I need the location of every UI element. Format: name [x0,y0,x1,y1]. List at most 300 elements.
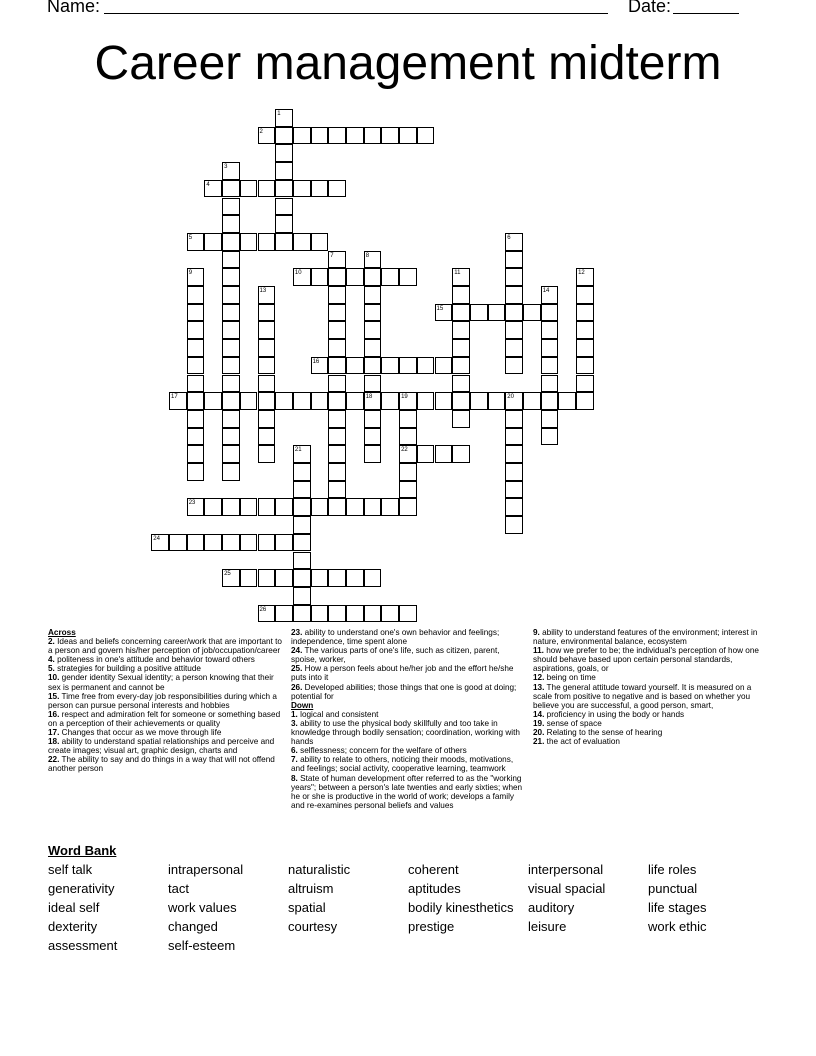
grid-cell[interactable] [488,392,506,410]
grid-cell[interactable] [523,392,541,410]
grid-cell[interactable] [258,428,276,446]
grid-cell[interactable] [541,428,559,446]
grid-cell[interactable] [328,481,346,499]
grid-cell[interactable] [258,605,276,623]
grid-cell[interactable] [187,463,205,481]
grid-cell[interactable] [275,233,293,251]
word-bank-item: self-esteem [168,938,236,953]
grid-cell[interactable] [293,569,311,587]
grid-cell[interactable] [505,498,523,516]
grid-cell[interactable] [328,268,346,286]
clue-number: 4 [206,181,210,188]
clue-number: 8 [365,252,370,259]
grid-cell[interactable] [222,463,240,481]
grid-cell[interactable] [505,321,523,339]
grid-cell[interactable] [187,339,205,357]
grid-cell[interactable] [204,180,222,198]
grid-cell[interactable] [364,605,382,623]
grid-cell[interactable] [505,357,523,375]
grid-cell[interactable] [541,321,559,339]
grid-cell[interactable] [187,286,205,304]
grid-cell[interactable] [275,534,293,552]
grid-cell[interactable] [452,339,470,357]
grid-cell[interactable] [222,304,240,322]
word-bank-item: aptitudes [408,881,461,896]
clue-down-9: 9. ability to understand features of the environment; interest in nature, environmental balance, ecosystem [533,628,758,647]
grid-cell[interactable] [505,286,523,304]
grid-cell[interactable] [505,445,523,463]
clue-down-20: 20. Relating to the sense of hearing [533,728,663,738]
grid-cell[interactable] [505,481,523,499]
grid-cell[interactable] [258,392,276,410]
grid-cell[interactable] [222,534,240,552]
word-bank-item: ideal self [48,900,100,915]
grid-cell[interactable] [258,534,276,552]
grid-cell[interactable] [222,428,240,446]
grid-cell[interactable] [311,127,329,145]
grid-cell[interactable] [187,410,205,428]
grid-cell[interactable] [364,392,382,410]
grid-cell[interactable] [275,215,293,233]
grid-cell[interactable] [576,392,594,410]
clue-number: 23 [188,500,196,507]
grid-cell[interactable] [346,605,364,623]
clue-number: 2 [259,128,263,135]
grid-cell[interactable] [576,375,594,393]
across-heading: Across [48,628,76,637]
grid-cell[interactable] [311,498,329,516]
grid-cell[interactable] [346,127,364,145]
grid-cell[interactable] [293,516,311,534]
grid-cell[interactable] [505,233,523,251]
word-bank-item: tact [168,881,189,896]
grid-cell[interactable] [576,321,594,339]
grid-cell[interactable] [258,321,276,339]
grid-cell[interactable] [399,481,417,499]
grid-cell[interactable] [169,534,187,552]
grid-cell[interactable] [364,339,382,357]
grid-cell[interactable] [364,304,382,322]
grid-cell[interactable] [187,392,205,410]
clue-down-21: 21. the act of evaluation [533,737,620,747]
grid-cell[interactable] [452,268,470,286]
grid-cell[interactable] [187,321,205,339]
word-bank-item: bodily kinesthetics [408,900,514,915]
grid-cell[interactable] [222,339,240,357]
grid-cell[interactable] [187,445,205,463]
word-bank-item: dexterity [48,919,98,934]
grid-cell[interactable] [399,127,417,145]
grid-cell[interactable] [293,180,311,198]
grid-cell[interactable] [275,605,293,623]
grid-cell[interactable] [541,375,559,393]
grid-cell[interactable] [452,321,470,339]
grid-cell[interactable] [258,375,276,393]
grid-cell[interactable] [399,410,417,428]
grid-cell[interactable] [328,321,346,339]
grid-cell[interactable] [311,268,329,286]
grid-cell[interactable] [452,392,470,410]
clue-number: 22 [401,447,408,454]
grid-cell[interactable] [364,357,382,375]
clue-down-13: 13. The general attitude toward yourself. It is measured on a scale from positive to negative and is based on whether you believe you are successful, a good person, smart, [533,682,752,710]
clue-across-24: 24. The various parts of one's life, such as citizen, parent, spoise, worker, [291,646,500,665]
grid-cell[interactable] [381,392,399,410]
grid-cell[interactable] [222,498,240,516]
clue-number: 10 [294,270,302,277]
grid-cell[interactable] [328,410,346,428]
grid-cell[interactable] [399,268,417,286]
grid-cell[interactable] [293,445,311,463]
grid-cell[interactable] [328,569,346,587]
word-bank-item: naturalistic [288,862,351,877]
clue-across-17: 17. Changes that occur as we move through life [48,728,222,738]
grid-cell[interactable] [258,445,276,463]
clue-across-10: 10. gender identity Sexual identity; a person knowing that their sex is permanent and cannot be [48,673,274,692]
clue-across-22: 22. The ability to say and do things in a way that will not offend another person [48,755,275,774]
grid-cell[interactable] [541,357,559,375]
grid-cell[interactable] [364,410,382,428]
grid-cell[interactable] [222,569,240,587]
grid-cell[interactable] [576,268,594,286]
word-bank-item: coherent [408,862,459,877]
grid-cell[interactable] [204,498,222,516]
grid-cell[interactable] [240,392,258,410]
grid-cell[interactable] [381,498,399,516]
clue-across-4: 4. politeness in one's attitude and behavior toward others [48,655,255,665]
grid-cell[interactable] [293,392,311,410]
grid-cell[interactable] [151,534,169,552]
clues-column-1 [48,628,284,774]
grid-cell[interactable] [435,445,453,463]
clue-number: 25 [224,571,231,578]
grid-cell[interactable] [222,445,240,463]
grid-cell[interactable] [328,605,346,623]
grid-cell[interactable] [275,180,293,198]
name-label: Name: [47,0,101,16]
grid-cell[interactable] [417,445,435,463]
clue-across-16: 16. respect and admiration felt for someone or something based on a perception of their achievements or quality [48,709,281,728]
grid-cell[interactable] [435,392,453,410]
grid-cell[interactable] [328,498,346,516]
grid-cell[interactable] [505,392,523,410]
grid-cell[interactable] [399,357,417,375]
date-label: Date: [628,0,672,16]
word-bank-item: life stages [648,900,707,915]
grid-cell[interactable] [187,233,205,251]
grid-cell[interactable] [275,127,293,145]
grid-cell[interactable] [399,445,417,463]
word-bank-item: assessment [48,938,118,953]
grid-cell[interactable] [328,180,346,198]
clue-number: 3 [224,164,228,171]
grid-cell[interactable] [381,127,399,145]
grid-cell[interactable] [275,569,293,587]
grid-cell[interactable] [505,516,523,534]
grid-cell[interactable] [187,498,205,516]
grid-cell[interactable] [505,339,523,357]
grid-cell[interactable] [222,198,240,216]
grid-cell[interactable] [293,268,311,286]
grid-cell[interactable] [169,392,187,410]
name-line [104,13,608,14]
grid-cell[interactable] [258,569,276,587]
word-bank-item: auditory [528,900,575,915]
grid-cell[interactable] [293,233,311,251]
grid-cell[interactable] [258,339,276,357]
grid-cell[interactable] [364,375,382,393]
grid-cell[interactable] [417,127,435,145]
clues-column-3 [533,628,761,746]
grid-cell[interactable] [505,304,523,322]
grid-cell[interactable] [222,162,240,180]
grid-cell[interactable] [328,127,346,145]
grid-cell[interactable] [311,569,329,587]
grid-cell[interactable] [258,286,276,304]
grid-cell[interactable] [240,498,258,516]
grid-cell[interactable] [240,180,258,198]
clue-number: 16 [312,358,320,365]
grid-cell[interactable] [346,569,364,587]
grid-cell[interactable] [275,198,293,216]
word-bank-item: generativity [48,881,115,896]
grid-cell[interactable] [505,251,523,269]
grid-cell[interactable] [576,339,594,357]
grid-cell[interactable] [364,127,382,145]
clue-number: 11 [454,270,461,277]
word-bank-item: prestige [408,919,455,934]
grid-cell[interactable] [576,304,594,322]
word-bank-item: intrapersonal [168,862,244,877]
grid-cell[interactable] [293,463,311,481]
grid-cell[interactable] [222,180,240,198]
grid-cell[interactable] [293,587,311,605]
grid-cell[interactable] [364,428,382,446]
word-bank-item: visual spacial [528,881,606,896]
grid-cell[interactable] [541,392,559,410]
clue-number: 24 [153,535,160,542]
grid-cell[interactable] [346,268,364,286]
grid-cell[interactable] [293,605,311,623]
clue-down-3: 3. ability to use the physical body skillfully and too take in knowledge through bodily sensation; coordination, working with hands [291,718,520,747]
word-bank-item: leisure [528,919,567,934]
clue-down-1: 1. logical and consistent [291,709,379,719]
word-bank-item: work ethic [648,919,707,934]
clue-number: 20 [507,394,514,401]
clue-down-19: 19. sense of space [533,718,602,728]
clue-across-26: 26. Developed abilities; those things that one is good at doing; potential for [291,682,517,701]
grid-cell[interactable] [364,498,382,516]
grid-cell[interactable] [328,286,346,304]
grid-cell[interactable] [381,605,399,623]
grid-cell[interactable] [293,498,311,516]
grid-cell[interactable] [258,357,276,375]
down-heading: Down [291,700,314,710]
grid-cell[interactable] [558,392,576,410]
grid-cell[interactable] [399,428,417,446]
grid-cell[interactable] [417,357,435,375]
grid-cell[interactable] [204,392,222,410]
grid-cell[interactable] [505,463,523,481]
grid-cell[interactable] [452,410,470,428]
grid-cell[interactable] [311,392,329,410]
grid-cell[interactable] [275,162,293,180]
clue-across-18: 18. ability to understand spatial relationships and perceive and create images; visual art, graphic design, charts and [48,737,275,756]
grid-cell[interactable] [523,304,541,322]
clue-across-5: 5. strategies for building a positive attitude [48,664,201,674]
grid-cell[interactable] [328,392,346,410]
grid-cell[interactable] [399,498,417,516]
grid-cell[interactable] [417,392,435,410]
grid-cell[interactable] [364,268,382,286]
grid-cell[interactable] [452,357,470,375]
clue-across-23: 23. ability to understand one's own behavior and feelings; independence, time spent alone [291,628,500,647]
grid-cell[interactable] [505,268,523,286]
grid-cell[interactable] [222,392,240,410]
grid-cell[interactable] [187,428,205,446]
grid-cell[interactable] [328,339,346,357]
grid-cell[interactable] [470,304,488,322]
grid-cell[interactable] [293,481,311,499]
clue-number: 15 [436,305,444,312]
grid-cell[interactable] [222,410,240,428]
clue-down-7: 7. ability to relate to others, noticing their moods, motivations, and feelings; social activity, cooperative learning, teamwork [291,755,514,774]
word-bank-item: life roles [648,862,697,877]
grid-cell[interactable] [311,605,329,623]
grid-cell[interactable] [293,127,311,145]
grid-cell[interactable] [541,410,559,428]
grid-cell[interactable] [505,410,523,428]
grid-cell[interactable] [328,304,346,322]
grid-cell[interactable] [222,268,240,286]
grid-cell[interactable] [275,392,293,410]
grid-cell[interactable] [364,445,382,463]
grid-cell[interactable] [328,251,346,269]
grid-cell[interactable] [399,392,417,410]
grid-cell[interactable] [222,357,240,375]
grid-cell[interactable] [576,357,594,375]
grid-cell[interactable] [576,286,594,304]
grid-cell[interactable] [488,304,506,322]
word-bank-item: punctual [648,881,698,896]
grid-cell[interactable] [328,375,346,393]
clues-column-2 [291,628,523,810]
clue-number: 7 [330,252,334,259]
word-bank-item: changed [168,919,218,934]
clue-across-15: 15. Time free from every-day job responsibilities during which a person can pursue personal interests and hobbies [48,691,277,710]
grid-cell[interactable] [364,286,382,304]
clue-number: 14 [542,288,550,294]
grid-cell[interactable] [275,144,293,162]
grid-cell[interactable] [311,180,329,198]
grid-cell[interactable] [470,392,488,410]
grid-cell[interactable] [222,375,240,393]
grid-cell[interactable] [258,304,276,322]
grid-cell[interactable] [452,304,470,322]
grid-cell[interactable] [328,357,346,375]
grid-cell[interactable] [311,233,329,251]
grid-cell[interactable] [435,304,453,322]
grid-cell[interactable] [187,534,205,552]
grid-cell[interactable] [311,357,329,375]
grid-cell[interactable] [381,357,399,375]
grid-cell[interactable] [187,304,205,322]
grid-cell[interactable] [381,268,399,286]
word-bank-item: self talk [48,862,93,877]
grid-cell[interactable] [204,534,222,552]
grid-cell[interactable] [187,357,205,375]
grid-cell[interactable] [187,268,205,286]
grid-cell[interactable] [293,552,311,570]
grid-cell[interactable] [328,428,346,446]
word-bank-item: courtesy [288,919,338,934]
grid-cell[interactable] [222,286,240,304]
grid-cell[interactable] [275,498,293,516]
clue-number: 5 [188,234,193,241]
word-bank-item: interpersonal [528,862,604,877]
grid-cell[interactable] [346,392,364,410]
date-line [673,13,739,14]
grid-cell[interactable] [222,321,240,339]
grid-cell[interactable] [541,304,559,322]
grid-cell[interactable] [399,605,417,623]
grid-cell[interactable] [222,233,240,251]
clue-down-8: 8. State of human development ofter referred to as the "working years"; between a person's late twenties and early sixties; when he or she is productive in the world of work; develops a family and re-examines personal beliefs and values [291,773,523,810]
grid-cell[interactable] [505,428,523,446]
clue-down-12: 12. being on time [533,673,596,683]
clue-across-2: 2. Ideas and beliefs concerning career/work that are important to a person and govern his/her perception of job/occupation/career [48,637,282,656]
grid-cell[interactable] [541,286,559,304]
grid-cell[interactable] [258,127,276,145]
clue-down-14: 14. proficiency in using the body or hands [533,709,685,719]
clue-number: 26 [259,606,267,613]
grid-cell[interactable] [452,445,470,463]
grid-cell[interactable] [364,321,382,339]
word-bank-item: spatial [288,900,326,915]
grid-cell[interactable] [435,357,453,375]
grid-cell[interactable] [293,534,311,552]
clue-number: 6 [507,234,511,241]
grid-cell[interactable] [240,233,258,251]
grid-cell[interactable] [258,498,276,516]
grid-cell[interactable] [364,251,382,269]
grid-cell[interactable] [346,498,364,516]
grid-cell[interactable] [204,233,222,251]
clue-down-11: 11. how we prefer to be; the individual's perception of how one should behave based upon certain personal standards, aspirations, goals, or [533,646,759,674]
grid-cell[interactable] [328,445,346,463]
grid-cell[interactable] [541,339,559,357]
grid-cell[interactable] [258,180,276,198]
grid-cell[interactable] [452,286,470,304]
grid-cell[interactable] [275,109,293,127]
grid-cell[interactable] [222,251,240,269]
word-bank-item: altruism [288,881,334,896]
grid-cell[interactable] [187,375,205,393]
grid-cell[interactable] [240,534,258,552]
clue-number: 19 [401,394,408,401]
grid-cell[interactable] [364,569,382,587]
grid-cell[interactable] [346,357,364,375]
word-bank-item: work values [168,900,237,915]
grid-cell[interactable] [328,463,346,481]
grid-cell[interactable] [258,233,276,251]
grid-cell[interactable] [222,215,240,233]
grid-cell[interactable] [240,569,258,587]
grid-cell[interactable] [452,375,470,393]
grid-cell[interactable] [258,410,276,428]
clue-number: 18 [365,394,373,401]
grid-cell[interactable] [399,463,417,481]
